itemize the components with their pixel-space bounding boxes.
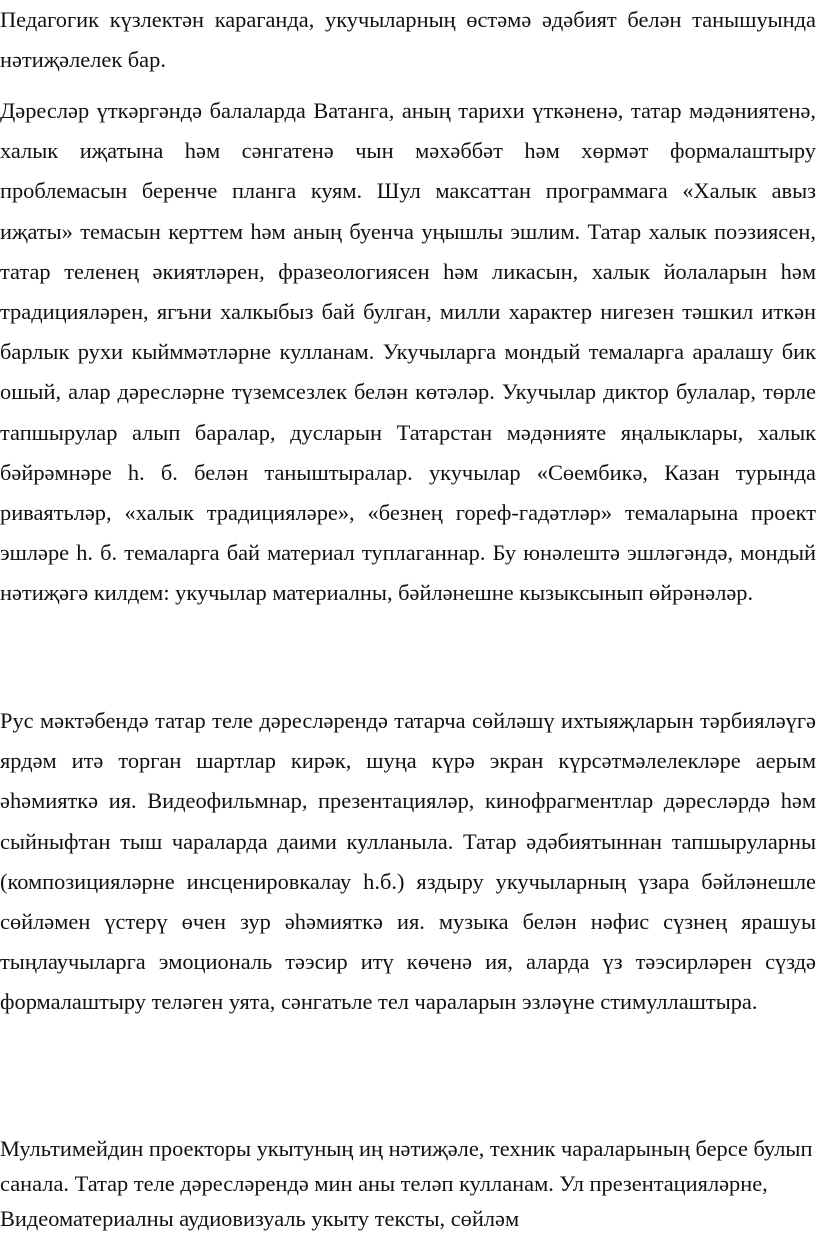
paragraph-2: Дәресләр үткәргәндә балаларда Ватанга, аның тарихи үткәненә, татар мәдәниятенә, халык иҗатына һәм сәнгатенә чын мәхәббәт һәм хөрмәт формалаштыру проблемасын беренче планга куям. Шул максаттан программага «Халык авыз иҗаты» темасын керттем һәм аның буенча уңышлы эшлим. Татар халык поэзиясен, татар теленең әкиятләрен, фразеологиясен һәм ликасын, халык йолаларын һәм традицияләрен, ягъни халкыбыз бай булган, милли характер нигезен тәшкил иткән барлык рухи кыйммәтләрне кулланам. Укучыларга мондый темаларга аралашу бик ошый, алар дәресләрне түземсезлек белән көтәләр. Укучылар диктор булалар, төрле тапшырулар алып баралар, дусларын Татарстан мәдәнияте яңалыклары, халык бәйрәмнәре һ. б. белән таныштыралар. укучылар «Сөембикә, Казан турында риваятьләр, «халык традицияләре», «безнең гореф-гадәтләр» темаларына проект эшләре һ. б. темаларга бай материал туплаганнар. Бу юнәлештә эшләгәндә, мондый нәтиҗәгә килдем: укучылар материалны, бәйләнешне кызыксынып өйрәнәләр. — [0, 98, 816, 606]
paragraph-4: Мультимейдин проекторы укытуның иң нәтиҗәле, техник чараларының берсе булып санала. Татар теле дәресләрендә мин аны теләп кулланам. Ул презентацияләрне, Видеоматериалны аудиовизуаль укыту тексты, сөйләм — [0, 1136, 813, 1231]
paragraph-3: Рус мәктәбендә татар теле дәресләрендә татарча сөйләшү ихтыяҗларын тәрбияләүгә ярдәм итә торган шартлар кирәк, шуңа күрә экран күрсәтмәлелекләре аерым әһәмияткә ия. Видеофильмнар, презентацияләр, кинофрагментлар дәресләрдә һәм сыйныфтан тыш чараларда даими кулланыла. Татар әдәбиятыннан тапшыруларны (композицияләрне инсценировкалау һ.б.) яздыру укучыларның үзара бәйләнешле сөйләмен үстерү өчен зур әһәмияткә ия. музыка белән нәфис сүзнең ярашуы тыңлаучыларга эмоциональ тәэсир итү көченә ия, аларда үз тәэсирләрен сүздә формалаштыру теләген уята, сәнгатьле тел чараларын эзләүне стимуллаштыра. — [0, 708, 816, 1015]
paragraph-1: Педагогик күзлектән караганда, укучыларның өстәмә әдәбият белән танышуында нәтиҗәлелек бар. — [0, 7, 816, 73]
